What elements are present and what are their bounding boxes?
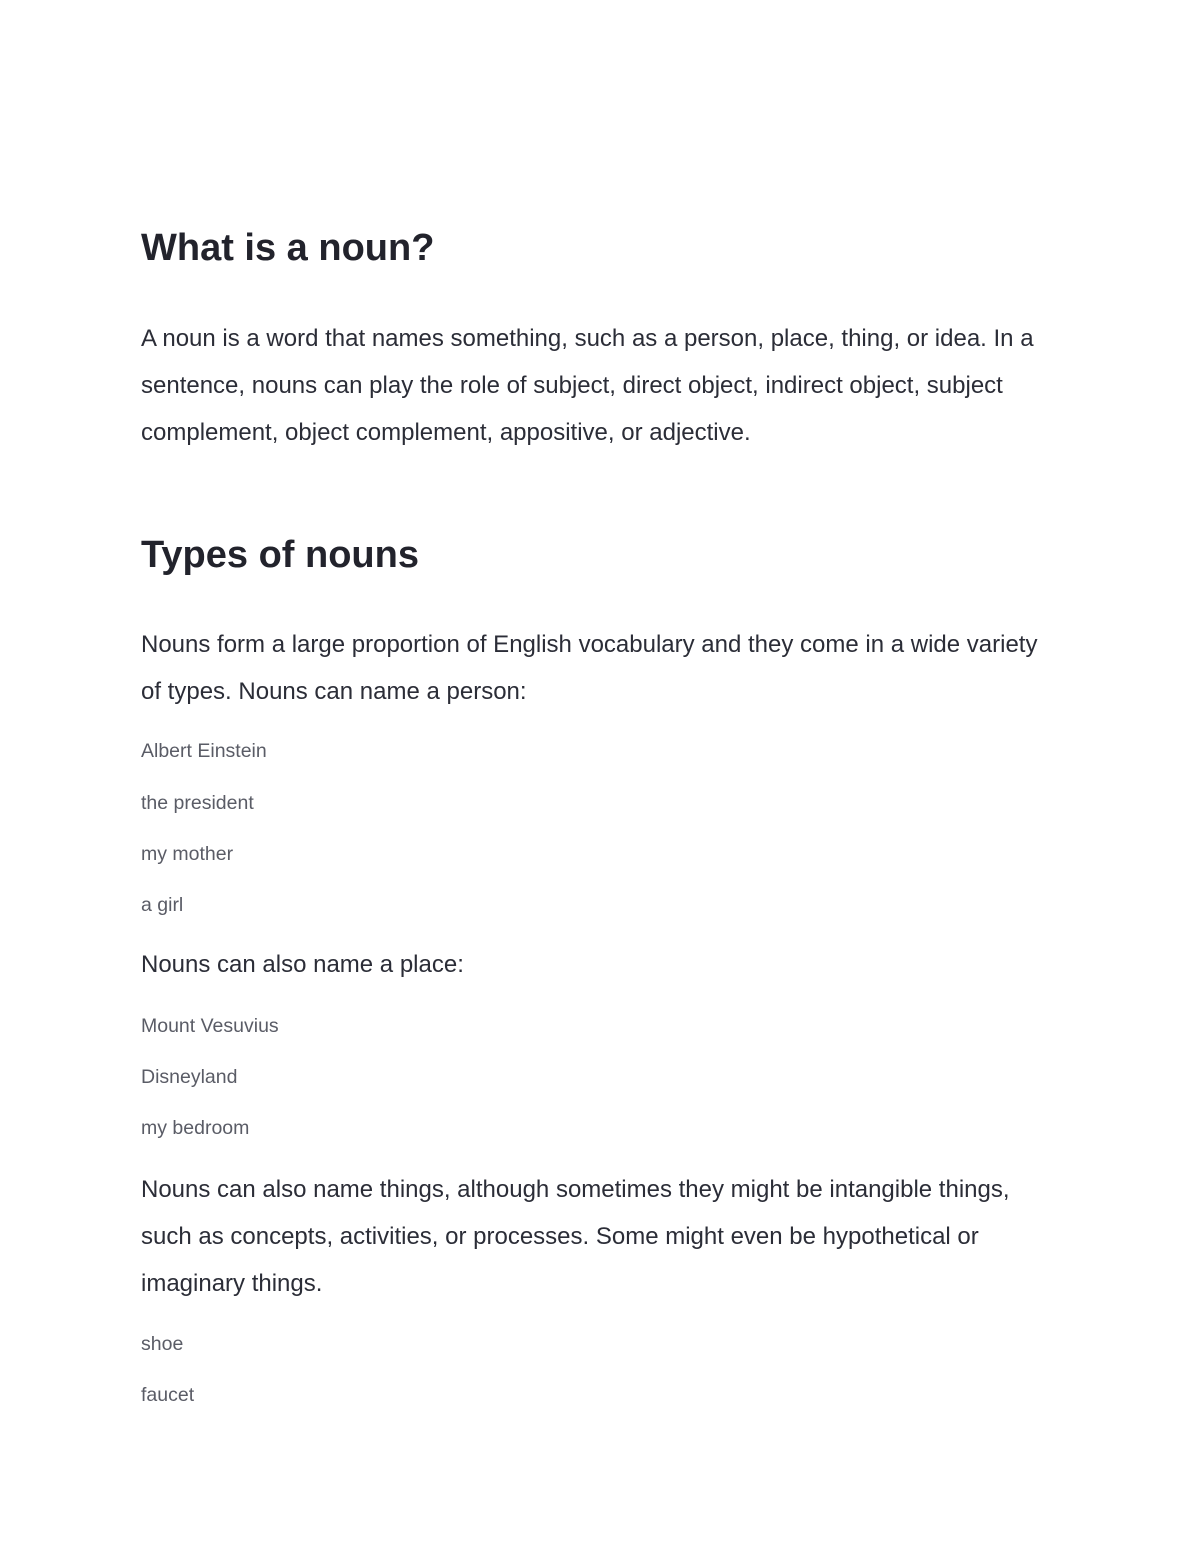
heading-what-is-a-noun: What is a noun?: [141, 227, 435, 269]
paragraph-types-intro: Nouns form a large proportion of English vocabulary and they come in a wide variety of types. Nouns can name a person:: [141, 631, 1038, 705]
example-thing: shoe: [141, 1333, 184, 1355]
example-person: Albert Einstein: [141, 740, 267, 762]
heading-types-of-nouns: Types of nouns: [141, 534, 419, 576]
example-place: my bedroom: [141, 1117, 250, 1139]
paragraph-noun-definition: A noun is a word that names something, such as a person, place, thing, or idea. In a sentence, nouns can play the role of subject, direct object, indirect object, subject complement, object complement, appositive, or adjective.: [141, 325, 1034, 446]
example-place: Disneyland: [141, 1066, 238, 1088]
example-thing: faucet: [141, 1384, 195, 1406]
example-place: Mount Vesuvius: [141, 1015, 279, 1037]
paragraph-place-intro: Nouns can also name a place:: [141, 951, 464, 978]
example-person: the president: [141, 792, 254, 814]
paragraph-things-intro: Nouns can also name things, although sometimes they might be intangible things, such as concepts, activities, or processes. Some might even be hypothetical or imaginary things.: [141, 1176, 1010, 1297]
example-person: a girl: [141, 894, 184, 916]
example-person: my mother: [141, 843, 234, 865]
